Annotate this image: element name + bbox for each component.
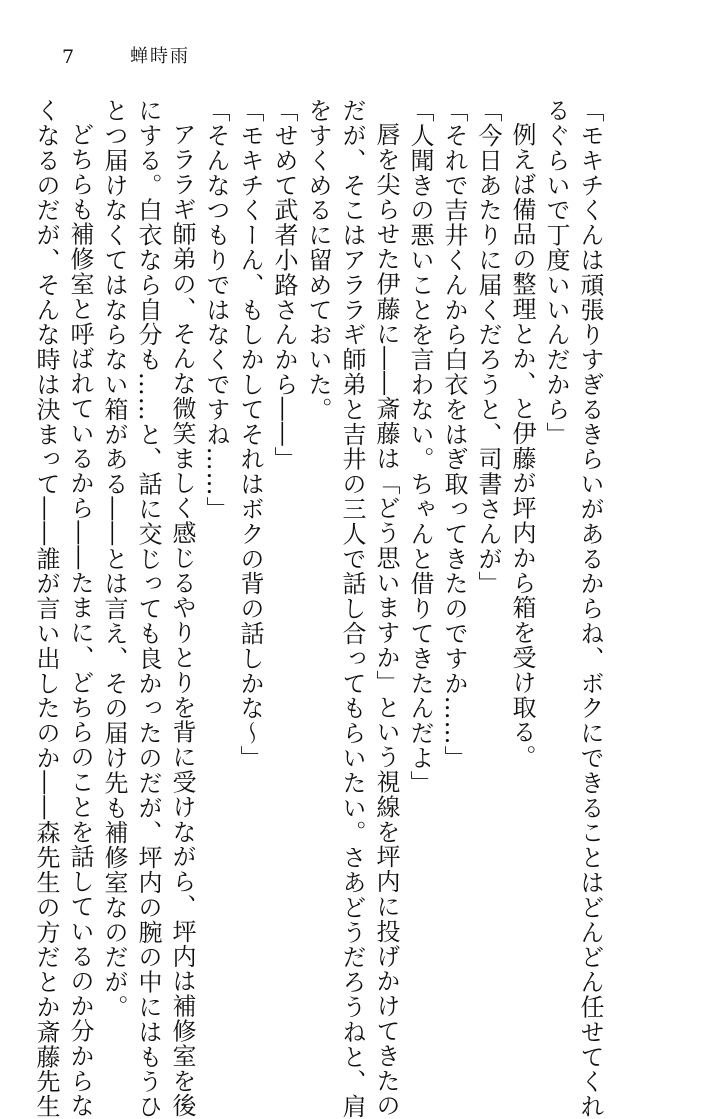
text-line-6: 「人聞きの悪いことを言わない。ちゃんと借りてきたんだよ」: [406, 98, 434, 796]
page-number: 7: [62, 46, 75, 68]
text-line-1: 「モキチくんは頑張りすぎるきらいがあるからね、ボクにできることはどんどん任せてくれ: [576, 98, 604, 1119]
text-line-15: とつ届けなくてはならない箱がある――とは言え、その届け先も補修室なのだが。: [100, 98, 128, 1020]
text-line-10: 「せめて武者小路さんから――」: [270, 98, 298, 472]
text-line-2: るぐらいで丁度いいんだから」: [542, 98, 570, 447]
text-line-13: アララギ師弟の、そんな微笑ましく感じるやりとりを背に受けながら、坪内は補修室を後: [168, 122, 196, 1118]
text-line-14: にする。白衣なら自分も……と、話に交じっても良かったのだが、坪内の腕の中にはもうひ: [134, 98, 162, 1119]
text-line-11: 「モキチくーん、もしかしてそれはボクの背の話しかな〜」: [236, 98, 264, 771]
text-line-5: 「それで吉井くんから白衣をはぎ取ってきたのですか……」: [440, 98, 468, 771]
text-line-4: 「今日あたりに届くだろうと、司書さんが」: [474, 98, 502, 596]
text-line-7: 唇を尖らせた伊藤に――斎藤は「どう思いますか」という視線を坪内に投げかけてきたの: [372, 122, 400, 1118]
text-line-9: をすくめるに留めておいた。: [304, 98, 332, 422]
text-line-3: 例えば備品の整理とか、と伊藤が坪内から箱を受け取る。: [508, 122, 536, 770]
text-line-8: だが、そこはアララギ師弟と吉井の三人で話し合ってもらいたい。さあどうだろうねと、肩: [338, 98, 366, 1119]
text-line-16: どちらも補修室と呼ばれているから――たまに、どちらのことを話しているのか分からな: [66, 122, 94, 1118]
running-title: 蝉時雨: [130, 46, 190, 67]
text-line-17: くなるのだが、そんな時は決まって――誰が言い出したのか――森先生の方だとか斎藤先生: [32, 98, 60, 1119]
text-line-12: 「そんなつもりではなくですね……」: [202, 98, 230, 522]
vertical-text-body: [29, 98, 607, 1119]
